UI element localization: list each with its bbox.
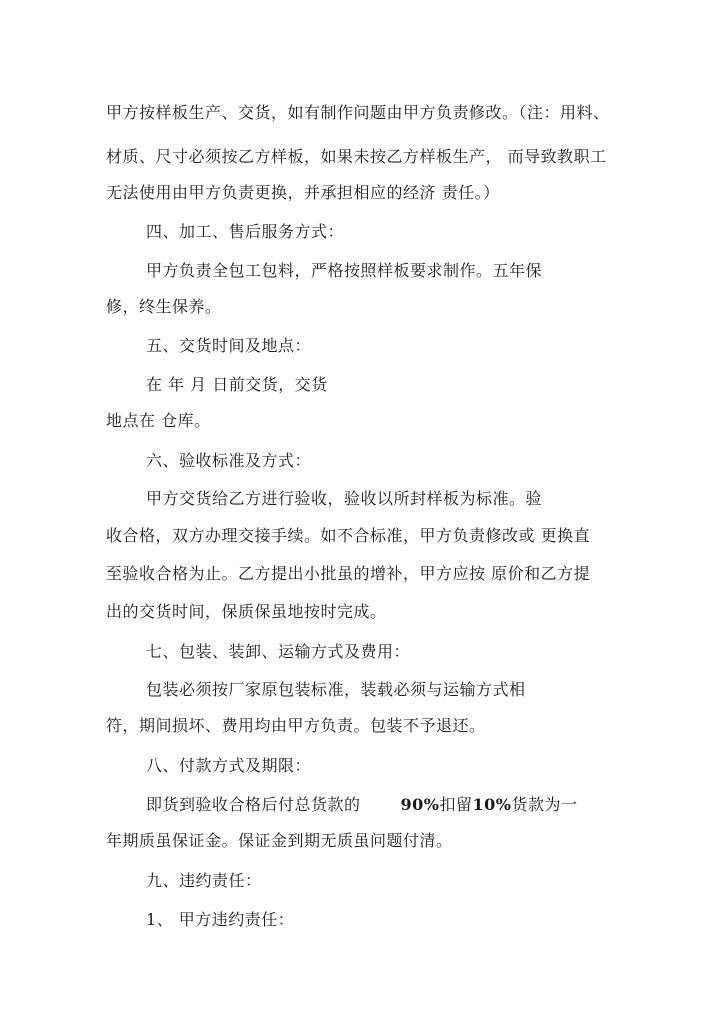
section-heading-8: 八、付款方式及期限： xyxy=(146,756,312,775)
body-line: 修，终生保养。 xyxy=(106,297,222,316)
section-heading-7: 七、包装、装卸、运输方式及费用： xyxy=(146,642,411,661)
body-line: 甲方交货给乙方进行验收，验收以所封样板为标准。验 xyxy=(146,489,543,508)
payment-suffix: 货款为一 xyxy=(511,795,578,814)
payment-percent-1: 90% xyxy=(400,795,440,814)
body-line: 无法使用由甲方负责更换，并承担相应的经济 责任。） xyxy=(106,183,500,202)
body-line: 甲方负责全包工包料，严格按照样板要求制作。五年保 xyxy=(146,261,543,280)
body-line: 出的交货时间，保质保虽地按时完成。 xyxy=(106,602,387,621)
payment-prefix: 即货到验收合格后付总货款的 xyxy=(146,795,361,814)
body-line: 收合格，双方办理交接手续。如不合标准，甲方负责修改或 更换直 xyxy=(106,526,591,545)
subsection-heading: 1、 甲方违约责任： xyxy=(146,910,295,929)
payment-percent-2: 10% xyxy=(472,795,512,814)
body-line: 包装必须按厂家原包装标准，装载必须与运输方式相 xyxy=(146,680,526,699)
section-heading-4: 四、加工、售后服务方式： xyxy=(146,222,345,241)
body-line: 地点在 仓库。 xyxy=(106,411,211,430)
body-line: 至验收合格为止。乙方提出小批虽的增补，甲方应按 原价和乙方提 xyxy=(106,564,591,583)
body-line: 甲方按样板生产、交货，如有制作问题由甲方负责修改。（注：用料、 xyxy=(106,103,610,122)
section-heading-9: 九、违约责任： xyxy=(146,871,262,890)
section-heading-6: 六、验收标准及方式： xyxy=(146,451,312,470)
section-heading-5: 五、交货时间及地点： xyxy=(146,336,312,355)
body-line: 年期质虽保证金。保证金到期无质虽问题付清。 xyxy=(106,831,453,850)
payment-line xyxy=(146,795,577,815)
body-line: 符，期间损坏、费用均由甲方负责。包装不予退还。 xyxy=(106,716,486,735)
body-line: 在 年 月 日前交货，交货 xyxy=(146,375,328,394)
payment-middle: 扣留 xyxy=(439,795,473,814)
body-line: 材质、尺寸必须按乙方样板，如果未按乙方样板生产， 而导致教职工 xyxy=(106,147,607,166)
